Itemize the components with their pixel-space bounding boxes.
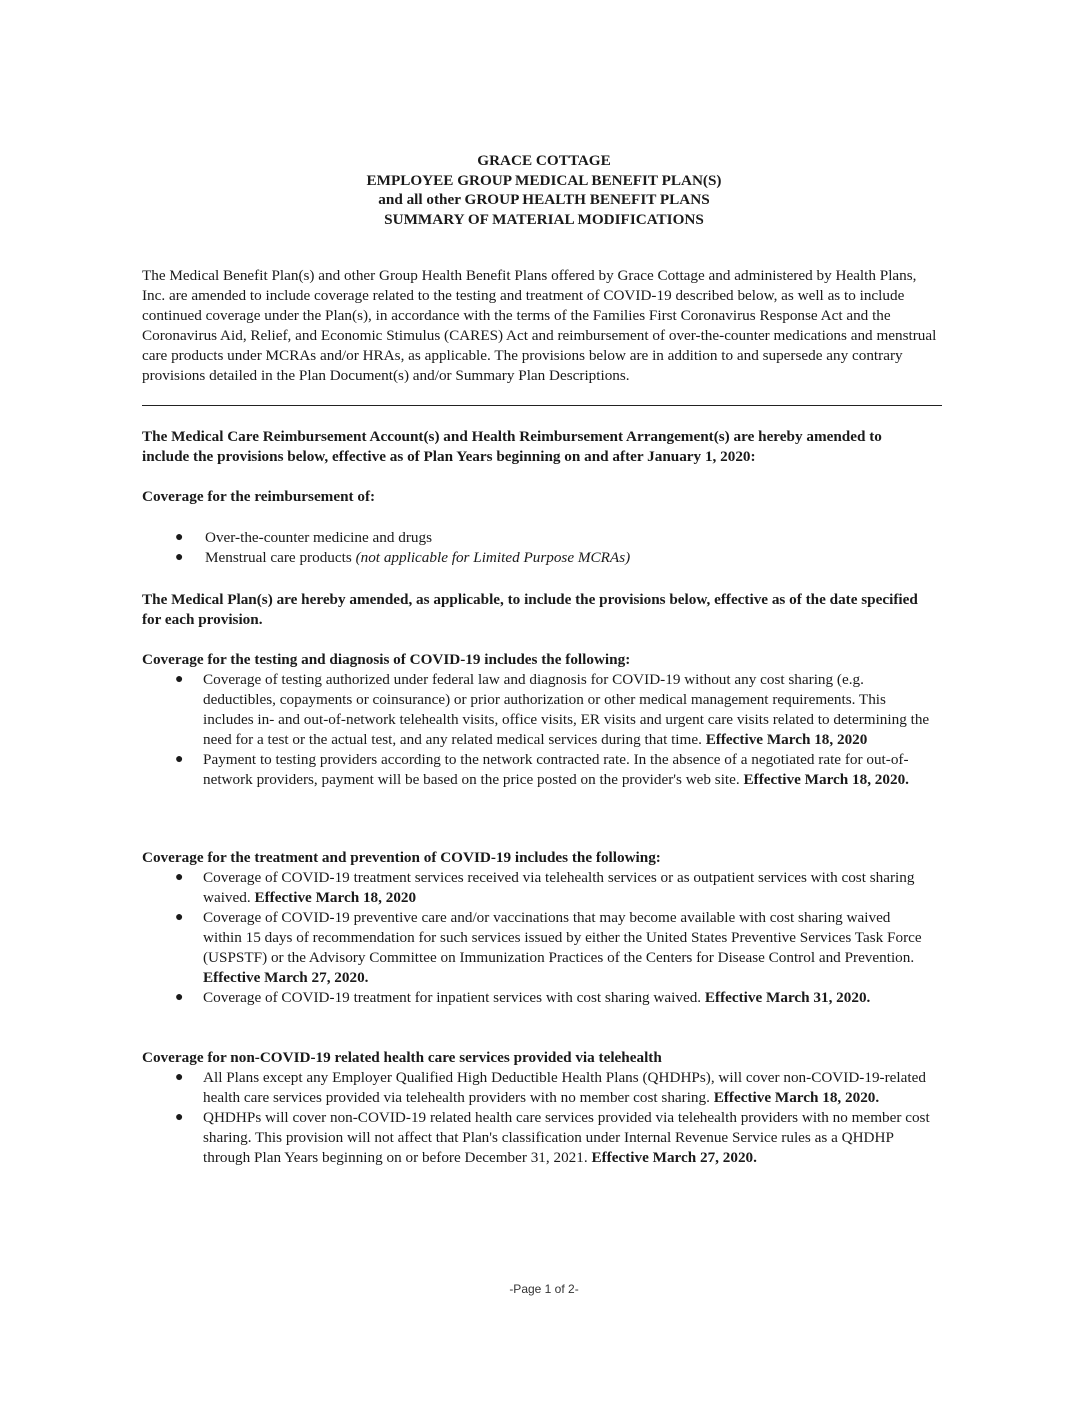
mcra-item-2-note: (not applicable for Limited Purpose MCRAs) xyxy=(355,549,631,566)
bullet-icon: ● xyxy=(175,550,184,565)
telehealth-items xyxy=(142,1068,932,1168)
mcra-heading: The Medical Care Reimbursement Account(s) and Health Reimbursement Arrangement(s) are hereby amended to include the provisions below, effective as of Plan Years beginning on and after January 1, 2020: xyxy=(142,428,882,465)
title-line-3: and all other GROUP HEALTH BENEFIT PLANS xyxy=(378,191,710,208)
telehealth-item-2: QHDHPs will cover non-COVID-19 related health care services provided via telehealth providers with no member cost sharing. This provision will not affect that Plan's classification under Internal Revenue Service rules as a QHDHP through Plan Years beginning on or before December 31, 2021. xyxy=(203,1109,930,1166)
mcra-section xyxy=(142,427,932,467)
list-item xyxy=(142,988,932,1008)
telehealth-item-2-effective: Effective March 27, 2020. xyxy=(591,1149,757,1166)
page-number: -Page 1 of 2- xyxy=(509,1282,579,1296)
bullet-icon: ● xyxy=(175,1110,184,1125)
medical-heading: The Medical Plan(s) are hereby amended, as applicable, to include the provisions below, effective as of the date specified for each provision. xyxy=(142,591,918,628)
mcra-item-1: Over-the-counter medicine and drugs xyxy=(205,529,432,546)
list-item xyxy=(142,528,932,548)
bullet-icon: ● xyxy=(175,1070,184,1085)
treatment-item-2: Coverage of COVID-19 preventive care and/or vaccinations that may become available with cost sharing waived within 15 days of recommendation for such services issued by either the United States Preventive Services Task Force (USPSTF) or the Advisory Committee on Immunization Practices of the Centers for Disease Control and Prevention. xyxy=(203,909,922,966)
document-title xyxy=(0,151,1088,229)
bullet-icon: ● xyxy=(175,990,184,1005)
treatment-item-3-effective: Effective March 31, 2020. xyxy=(704,989,871,1006)
list-item xyxy=(142,1068,932,1108)
list-item xyxy=(142,548,932,568)
treatment-item-3: Coverage of COVID-19 treatment for inpatient services with cost sharing waived. xyxy=(203,989,705,1006)
treatment-heading: Coverage for the treatment and prevention of COVID-19 includes the following: xyxy=(142,849,661,866)
mcra-coverage xyxy=(142,487,932,507)
testing-item-2: Payment to testing providers according to the network contracted rate. In the absence of a negotiated rate for out-of-network providers, payment will be based on the price posted on the provider's web site. xyxy=(203,751,909,788)
title-line-4: SUMMARY OF MATERIAL MODIFICATIONS xyxy=(384,210,704,228)
mcra-list xyxy=(142,528,932,568)
mcra-subheading: Coverage for the reimbursement of: xyxy=(142,488,376,505)
treatment-items xyxy=(142,868,932,1008)
bullet-icon: ● xyxy=(175,910,184,925)
list-item xyxy=(142,868,932,908)
testing-items xyxy=(142,670,932,790)
title-line-1: GRACE COTTAGE xyxy=(477,152,611,169)
list-item xyxy=(142,750,932,790)
telehealth-item-1: All Plans except any Employer Qualified High Deductible Health Plans (QHDHPs), will cover non-COVID-19-related health care services provided via telehealth providers with no member cost sharing. xyxy=(203,1069,926,1106)
treatment-item-1: Coverage of COVID-19 treatment services received via telehealth services or as outpatient services with cost sharing waived. xyxy=(203,869,915,906)
treatment-section xyxy=(142,848,932,1008)
intro-paragraph: The Medical Benefit Plan(s) and other Group Health Benefit Plans offered by Grace Cottage and administered by Health Plans, Inc. are amended to include coverage related to the testing and treatment of COVID-19 described below, as well as to include continued coverage under the Plan(s), in accordance with the terms of the Families First Coronavirus Response Act and the Coronavirus Aid, Relief, and Economic Stimulus (CARES) Act and reimbursement of over-the-counter medications and menstrual care products under MCRAs and/or HRAs, as applicable. The provisions below are in addition to and supersede any contrary provisions detailed in the Plan Document(s) and/or Summary Plan Descriptions. xyxy=(142,267,937,384)
testing-item-1: Coverage of testing authorized under federal law and diagnosis for COVID-19 without any cost sharing (e.g. deductibles, copayments or coinsurance) or prior authorization or other medical management requirements. This includes in- and out-of-network telehealth visits, office visits, ER visits and urgent care visits related to determining the need for a test or the actual test, and any related medical services during that time. xyxy=(203,671,930,748)
list-item xyxy=(142,1108,932,1168)
bullet-icon: ● xyxy=(175,530,184,545)
telehealth-section xyxy=(142,1048,932,1168)
mcra-item-2: Menstrual care products xyxy=(205,549,356,566)
mcra-items xyxy=(142,528,932,568)
intro-section xyxy=(142,266,942,386)
telehealth-item-1-effective: Effective March 18, 2020. xyxy=(713,1089,880,1106)
testing-heading: Coverage for the testing and diagnosis of COVID-19 includes the following: xyxy=(142,651,631,668)
testing-section xyxy=(142,650,932,790)
bullet-icon: ● xyxy=(175,870,184,885)
testing-item-1-effective: Effective March 18, 2020 xyxy=(705,731,868,748)
medical-section xyxy=(142,590,932,630)
section-divider xyxy=(142,405,942,406)
bullet-icon: ● xyxy=(175,752,184,767)
treatment-item-2-effective: Effective March 27, 2020. xyxy=(203,969,369,986)
title-line-2: EMPLOYEE GROUP MEDICAL BENEFIT PLAN(S) xyxy=(366,171,722,189)
list-item xyxy=(142,670,932,750)
treatment-item-1-effective: Effective March 18, 2020 xyxy=(254,889,417,906)
bullet-icon: ● xyxy=(175,672,184,687)
testing-item-2-effective: Effective March 18, 2020. xyxy=(743,771,909,788)
telehealth-heading: Coverage for non-COVID-19 related health care services provided via telehealth xyxy=(142,1049,662,1066)
list-item xyxy=(142,908,932,988)
